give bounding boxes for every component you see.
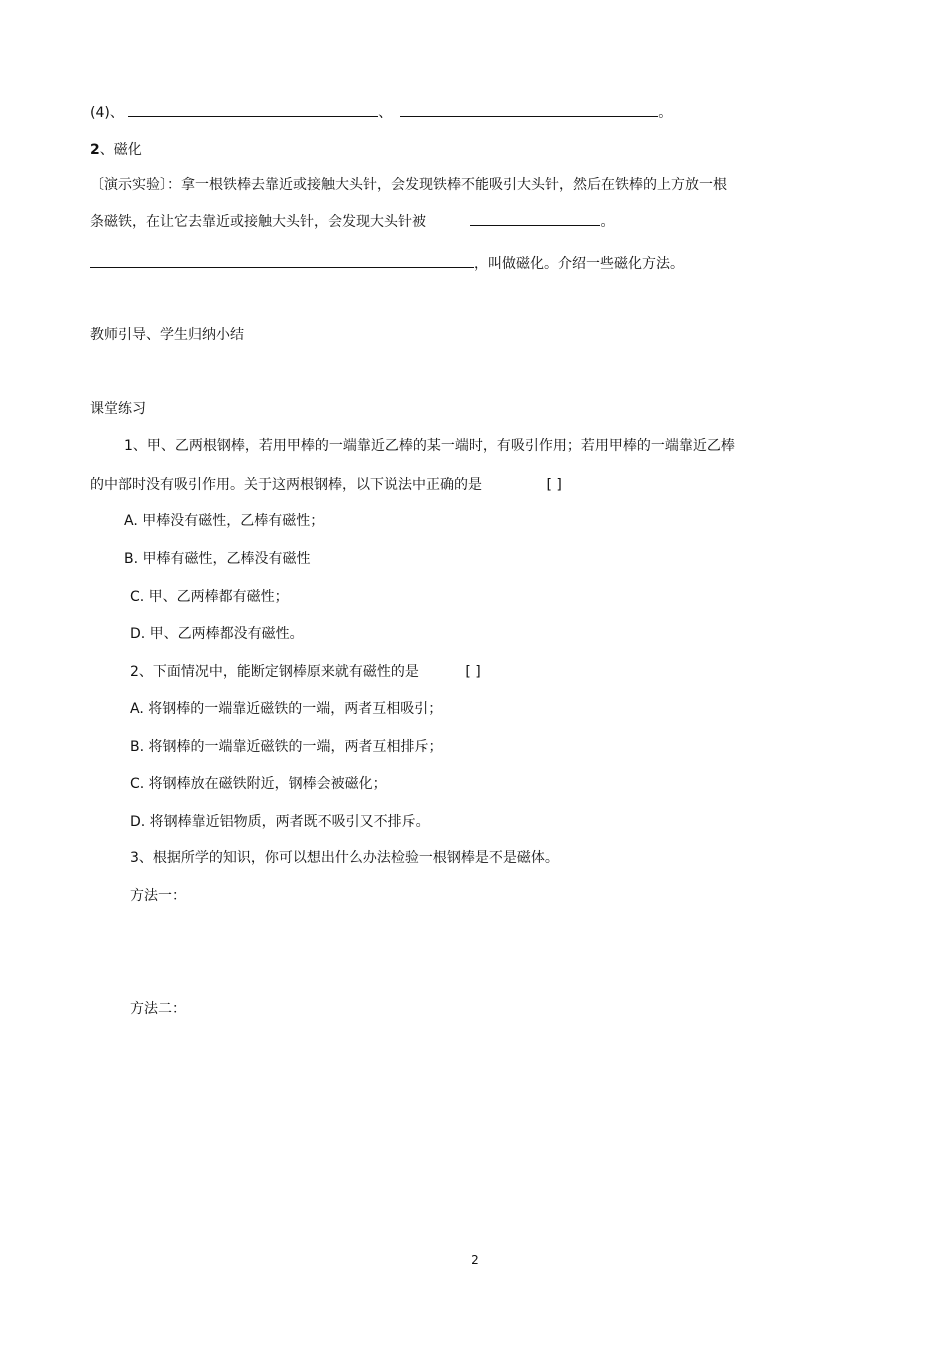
page-number: 2 [471, 1253, 479, 1267]
q1-option-c: C. 甲、乙两棒都有磁性； [130, 589, 289, 605]
q2-option-d: D. 将钢棒靠近铝物质，两者既不吸引又不排斥。 [130, 814, 430, 830]
demo-line-3-text: ，叫做磁化。介绍一些磁化方法。 [474, 256, 684, 272]
q1-option-d: D. 甲、乙两棒都没有磁性。 [130, 626, 304, 642]
q3-method-1: 方法一： [130, 888, 186, 904]
teacher-summary: 教师引导、学生归纳小结 [90, 327, 244, 343]
line-end: 。 [658, 105, 673, 121]
q1-line-2-text: 的中部时没有吸引作用。关于这两根钢棒，以下说法中正确的是 [90, 477, 482, 493]
answer-blank[interactable] [470, 213, 600, 226]
demo-line-2-text: 条磁铁，在让它去靠近或接触大头针，会发现大头针被 [90, 214, 426, 230]
q2-option-b: B. 将钢棒的一端靠近磁铁的一端，两者互相排斥； [130, 739, 443, 755]
answer-bracket[interactable]: [ ] [465, 664, 481, 680]
q3-method-2: 方法二： [130, 1001, 186, 1017]
q1-line-2 [90, 476, 562, 494]
q1-line-1: 1、甲、乙两根钢棒，若用甲棒的一端靠近乙棒的某一端时，有吸引作用；若用甲棒的一端靠近乙棒 [124, 438, 735, 454]
separator: 、 [378, 105, 393, 121]
demo-line-2 [90, 213, 614, 231]
demo-line-1: 〔演示实验〕：拿一根铁棒去靠近或接触大头针，会发现铁棒不能吸引大头针，然后在铁棒的上方放一根 [90, 177, 727, 193]
line-end: 。 [600, 214, 615, 230]
q1-option-a: A. 甲棒没有磁性，乙棒有磁性； [124, 513, 325, 529]
q2-stem-text: 2、下面情况中，能断定钢棒原来就有磁性的是 [130, 664, 419, 680]
q2-option-c: C. 将钢棒放在磁铁附近，钢棒会被磁化； [130, 776, 387, 792]
answer-blank[interactable] [90, 255, 474, 268]
q3-stem: 3、根据所学的知识，你可以想出什么办法检验一根钢棒是不是磁体。 [130, 850, 559, 866]
answer-blank[interactable] [128, 104, 378, 117]
q2-stem [130, 663, 481, 681]
practice-title: 课堂练习 [90, 401, 146, 417]
q1-option-b: B. 甲棒有磁性，乙棒没有磁性 [124, 551, 311, 567]
item-4-line [90, 104, 672, 122]
answer-bracket[interactable]: [ ] [546, 477, 562, 493]
item-4-label: (4)、 [90, 105, 124, 121]
section-heading [90, 141, 142, 159]
q2-option-a: A. 将钢棒的一端靠近磁铁的一端，两者互相吸引； [130, 701, 443, 717]
section-number: 2 [90, 142, 100, 158]
demo-line-3 [90, 255, 684, 273]
answer-blank[interactable] [400, 104, 658, 117]
section-title: 、磁化 [99, 142, 142, 158]
